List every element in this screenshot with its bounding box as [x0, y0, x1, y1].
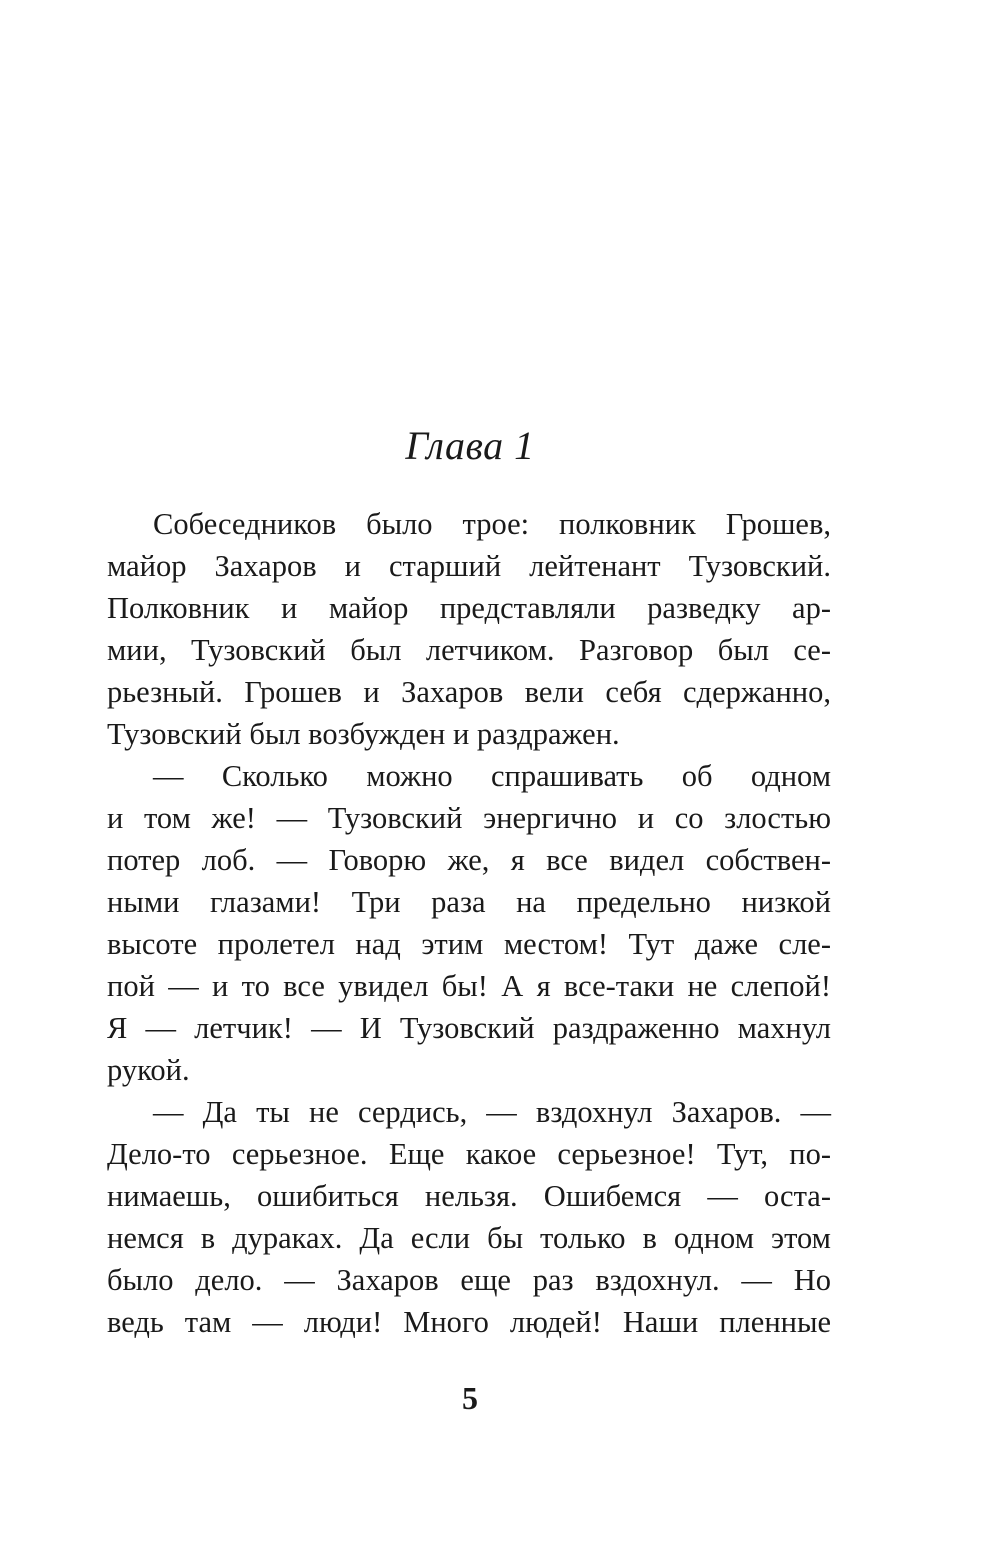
page-number: 5 — [462, 1380, 478, 1416]
text-line: Собеседников было трое: полковник Грошев, — [153, 507, 831, 541]
text-line: пой — и то все увидел бы! А я все-таки не слепой! — [107, 969, 831, 1003]
text-line: и том же! — Тузовский энергично и со злостью — [107, 801, 831, 835]
chapter-body — [107, 503, 831, 1343]
text-line: — Да ты не сердись, — вздохнул Захаров. — — [153, 1095, 831, 1129]
chapter-title: Глава 1 — [405, 423, 535, 468]
text-line: Дело-то серьезное. Еще какое серьезное! Тут, по- — [107, 1137, 831, 1171]
text-line: рьезный. Грошев и Захаров вели себя сдержанно, — [107, 675, 831, 709]
text-line: Я — летчик! — И Тузовский раздраженно махнул — [107, 1011, 831, 1045]
text-line: мии, Тузовский был летчиком. Разговор был се- — [107, 633, 831, 667]
text-line: майор Захаров и старший лейтенант Тузовский. — [107, 549, 831, 583]
text-line: ведь там — люди! Много людей! Наши пленные — [107, 1305, 831, 1339]
text-line: ными глазами! Три раза на предельно низкой — [107, 885, 831, 919]
text-line: было дело. — Захаров еще раз вздохнул. — Но — [107, 1263, 831, 1297]
text-line: — Сколько можно спрашивать об одном — [153, 759, 831, 793]
text-line: высоте пролетел над этим местом! Тут даже сле- — [107, 927, 831, 961]
text-line: Полковник и майор представляли разведку ар- — [107, 591, 831, 625]
text-line: потер лоб. — Говорю же, я все видел собствен- — [107, 843, 831, 877]
text-line: немся в дураках. Да если бы только в одном этом — [107, 1221, 831, 1255]
text-line: рукой. — [107, 1053, 190, 1087]
text-line: нимаешь, ошибиться нельзя. Ошибемся — оста- — [107, 1179, 831, 1213]
text-line: Тузовский был возбужден и раздражен. — [107, 717, 620, 751]
